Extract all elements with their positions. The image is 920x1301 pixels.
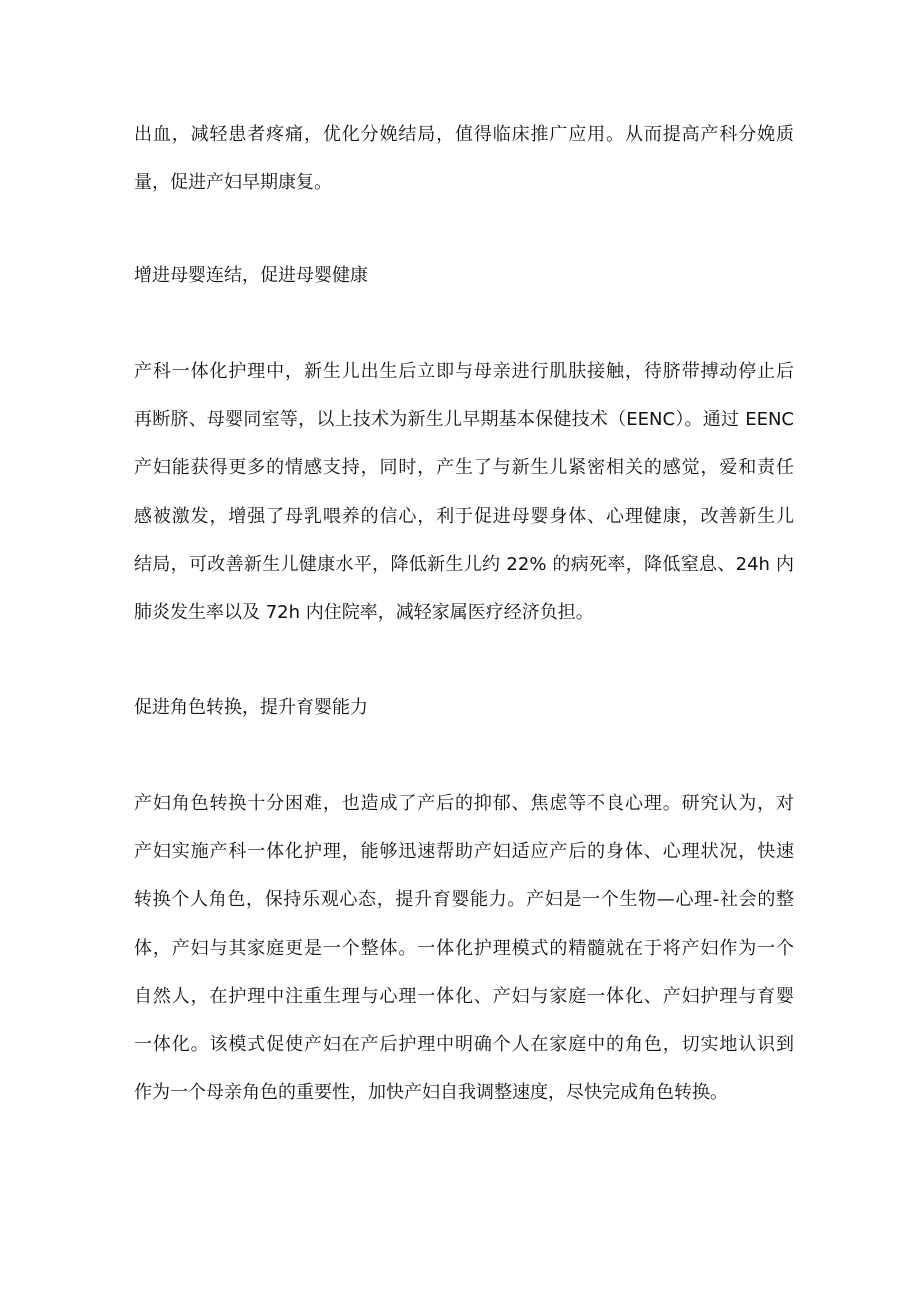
paragraph-3-line-3: 转换个人角色，保持乐观心态，提升育婴能力。产妇是一个生物—心理-社会的整 (134, 889, 794, 910)
paragraph-2-line-4: 感被激发，增强了母乳喂养的信心，利于促进母婴身体、心理健康，改善新生儿 (134, 506, 794, 527)
paragraph-1-line-2: 量，促进产妇早期康复。 (134, 172, 332, 193)
paragraph-3-line-7: 作为一个母亲角色的重要性，加快产妇自我调整速度，尽快完成角色转换。 (134, 1082, 728, 1103)
paragraph-3-line-4: 体，产妇与其家庭更是一个整体。一体化护理模式的精髓就在于将产妇作为一个 (134, 938, 794, 959)
paragraph-2-line-5: 结局，可改善新生儿健康水平，降低新生儿约 22% 的病死率，降低窒息、24h 内 (134, 554, 794, 575)
section-heading-bonding: 增进母婴连结，促进母婴健康 (134, 265, 368, 286)
paragraph-2-line-1: 产科一体化护理中，新生儿出生后立即与母亲进行肌肤接触，待脐带搏动停止后 (134, 361, 794, 382)
paragraph-3-line-5: 自然人，在护理中注重生理与心理一体化、产妇与家庭一体化、产妇护理与育婴 (134, 986, 794, 1007)
paragraph-3-line-6: 一体化。该模式促使产妇在产后护理中明确个人在家庭中的角色，切实地认识到 (134, 1034, 794, 1055)
paragraph-3-line-1: 产妇角色转换十分困难，也造成了产后的抑郁、焦虑等不良心理。研究认为，对 (134, 793, 794, 814)
section-heading-role-transition: 促进角色转换，提升育婴能力 (134, 697, 368, 718)
paragraph-2-line-3: 产妇能获得更多的情感支持，同时，产生了与新生儿紧密相关的感觉，爱和责任 (134, 457, 794, 478)
paragraph-2-line-6: 肺炎发生率以及 72h 内住院率，减轻家属医疗经济负担。 (134, 602, 594, 623)
paragraph-2-line-2: 再断脐、母婴同室等，以上技术为新生儿早期基本保健技术（EENC）。通过 EENC (134, 409, 794, 430)
paragraph-3-line-2: 产妇实施产科一体化护理，能够迅速帮助产妇适应产后的身体、心理状况，快速 (134, 841, 794, 862)
paragraph-1-line-1: 出血，减轻患者疼痛，优化分娩结局，值得临床推广应用。从而提高产科分娩质 (134, 124, 794, 145)
